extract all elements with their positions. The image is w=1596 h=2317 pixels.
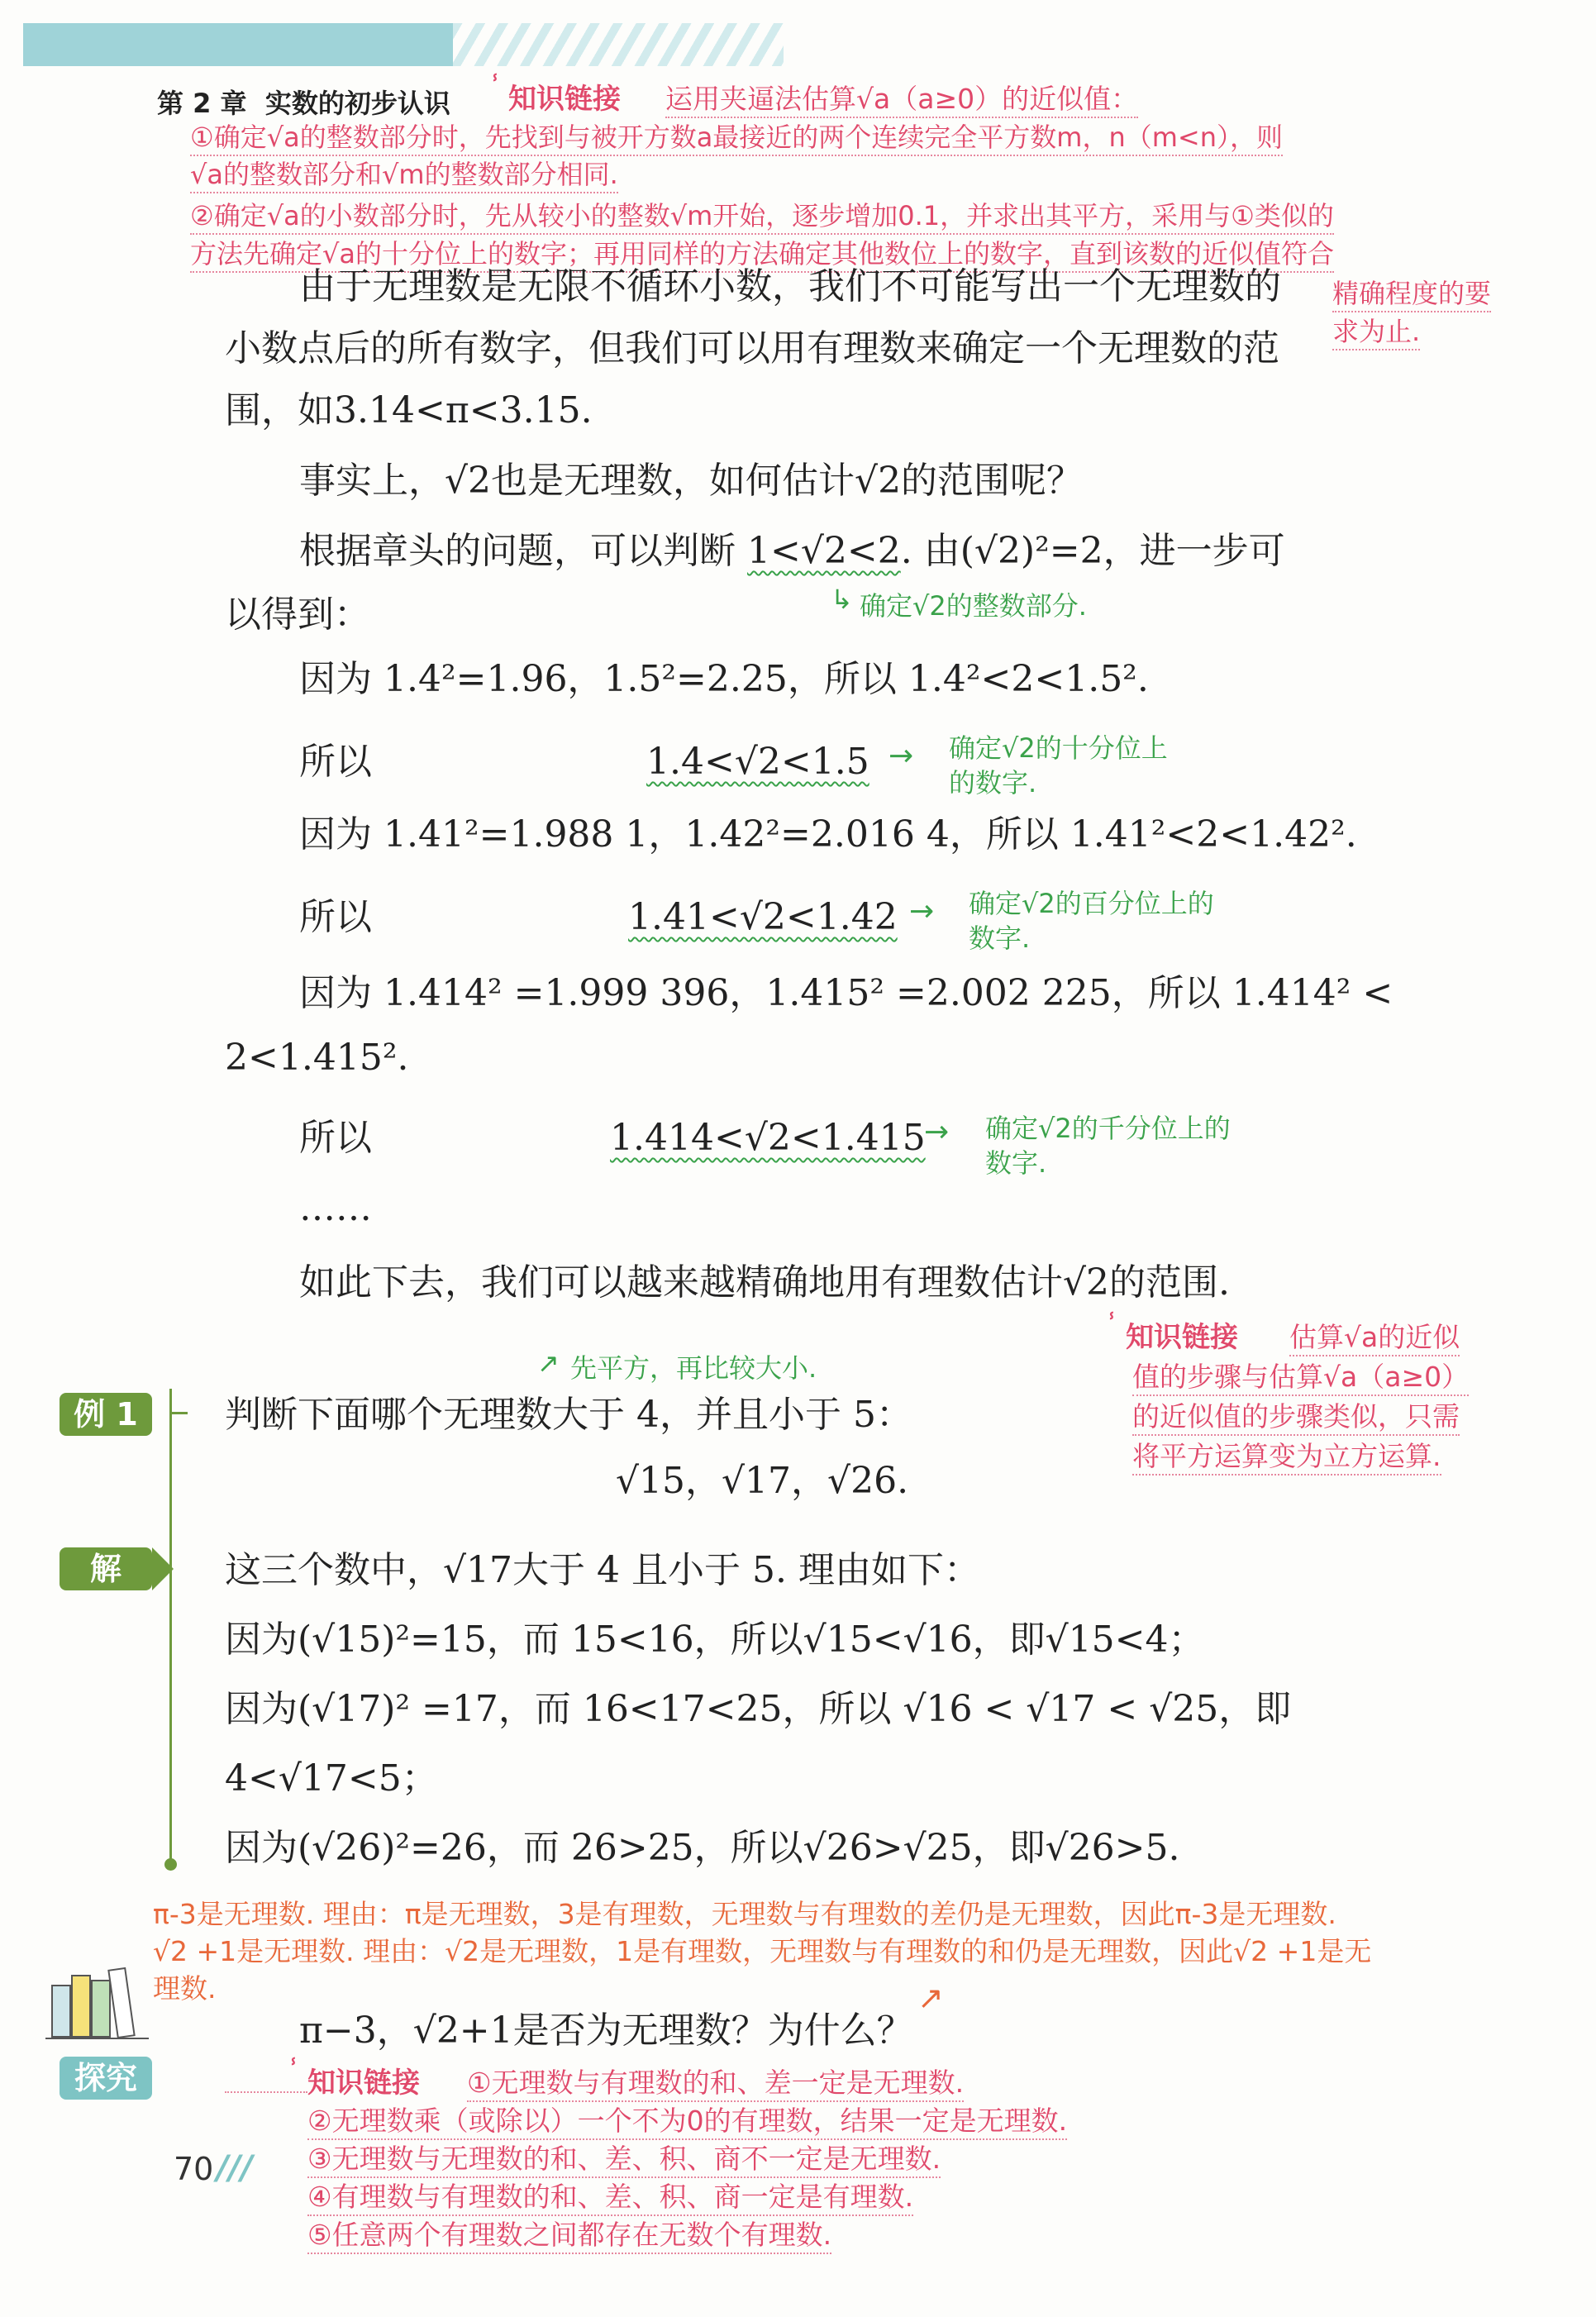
ellipsis: …… [299, 1187, 372, 1229]
final-paragraph: 如此下去，我们可以越来越精确地用有理数估计√2的范围. [299, 1261, 1231, 1304]
result-2: 1.41<√2<1.42 [628, 896, 898, 938]
paragraph-1-line-2: 小数点后的所有数字，但我们可以用有理数来确定一个无理数的范 [225, 327, 1279, 369]
explore-item-4: ④有理数与有理数的和、差、积、商一定是有理数. [307, 2176, 913, 2216]
explore-item-5: ⑤任意两个有理数之间都存在无数个有理数. [307, 2214, 831, 2254]
example-question: 判断下面哪个无理数大于 4，并且小于 5： [225, 1394, 912, 1436]
knowledge-link-line-1: ①确定√a的整数部分时，先找到与被开方数a最接近的两个连续完全平方数m，n（m<n），则 [190, 117, 1283, 156]
curved-arrow-icon: ↗ [917, 1980, 944, 2016]
paragraph-2: 事实上，√2也是无理数，如何估计√2的范围呢？ [299, 460, 1084, 502]
note-3-line-2: 数字. [985, 1147, 1047, 1179]
chapter-label [157, 83, 450, 121]
arrow-icon: → [909, 894, 935, 928]
arrow-icon: → [924, 1115, 950, 1149]
note-1-line-1: 确定√2的十分位上 [949, 732, 1168, 764]
knowledge-link-line-5: 精确程度的要 [1332, 273, 1491, 312]
side-note-line-3: 的近似值的步骤类似，只需 [1132, 1395, 1460, 1436]
result-1: 1.4<√2<1.5 [646, 741, 869, 783]
chapter-title: 实数的初步认识 [264, 88, 450, 119]
note-integer-part: 确定√2的整数部分. [860, 590, 1087, 622]
side-note-label: 知识链接 [1126, 1321, 1238, 1354]
example-options: √15，√17，√26. [616, 1460, 909, 1502]
explore-item-1: ①无理数与有理数的和、差一定是无理数. [467, 2062, 964, 2102]
result-3: 1.414<√2<1.415 [610, 1117, 926, 1159]
step-3-line-1: 因为 1.414² =1.999 396，1.415² =2.002 225，所以 1.414² < [299, 972, 1394, 1014]
paragraph-3-line-1 [299, 530, 1285, 572]
header-stripes [453, 23, 784, 66]
example-hint: 先平方，再比较大小. [570, 1352, 817, 1384]
side-note-line-2: 值的步骤与估算√a（a≥0） [1132, 1356, 1469, 1396]
so-label-3: 所以 [299, 1117, 372, 1159]
example-tag: 例 1 [60, 1393, 152, 1436]
note-2-line-2: 数字. [969, 923, 1031, 954]
paragraph-3-pre: 根据章头的问题，可以判断 [299, 530, 747, 572]
knowledge-link-line-4: 方法先确定√a的十分位上的数字；再用同样的方法确定其他数位上的数字，直到该数的近似值符合 [190, 233, 1334, 273]
explore-question: π−3，√2+1是否为无理数？为什么？ [299, 2009, 913, 2052]
solution-tag: 解 [60, 1547, 152, 1590]
explore-knowledge-label: 知识链接 [307, 2067, 420, 2100]
explore-item-3: ③无理数与无理数的和、差、积、商不一定是无理数. [307, 2138, 941, 2178]
answer-note-line-1: π-3是无理数. 理由：π是无理数，3是有理数，无理数与有理数的差仍是无理数，因此π-3是无理数. [153, 1898, 1336, 1930]
solution-line-5: 因为(√26)²=26，而 26>25，所以√26>√25，即√26>5. [225, 1827, 1180, 1869]
page-number: 70 [174, 2151, 214, 2187]
step-2: 因为 1.41²=1.988 1，1.42²=2.016 4，所以 1.41²<2<1.42². [299, 813, 1357, 856]
header-band [23, 23, 453, 66]
example-bracket-dot [164, 1858, 177, 1871]
link-hook-icon: ⸯ [489, 75, 501, 98]
solution-line-1: 这三个数中，√17大于 4 且小于 5. 理由如下： [225, 1549, 980, 1591]
answer-note-line-3: 理数. [153, 1972, 217, 2005]
side-note-line-1: 估算√a的近似 [1289, 1316, 1460, 1356]
paragraph-3-math: 1<√2<2 [747, 530, 901, 572]
knowledge-link-label: 知识链接 [508, 83, 621, 116]
link-hook-icon: ⸯ [288, 2059, 299, 2082]
paragraph-1-line-1: 由于无理数是无限不循环小数，我们不可能写出一个无理数的 [299, 265, 1281, 308]
solution-line-3: 因为(√17)² =17，而 16<17<25，所以 √16 < √17 < √25，即 [225, 1688, 1292, 1730]
books-illustration [45, 1961, 153, 2043]
solution-line-2: 因为(√15)²=15，而 15<16，所以√15<√16，即√15<4； [225, 1619, 1205, 1661]
side-note-line-4: 将平方运算变为立方运算. [1132, 1435, 1441, 1476]
arrow-icon: → [889, 739, 914, 773]
knowledge-link-line-3: ②确定√a的小数部分时，先从较小的整数√m开始，逐步增加0.1，并求出其平方，采用与①类似的 [190, 195, 1334, 235]
step-3-line-2: 2<1.415². [225, 1037, 409, 1079]
knowledge-link-line-6: 求为止. [1332, 311, 1420, 350]
note-3-line-1: 确定√2的千分位上的 [985, 1113, 1231, 1144]
example-bracket-tick [169, 1412, 188, 1414]
page-marks: /// [217, 2149, 253, 2187]
knowledge-link-text: 运用夹逼法估算√a（a≥0）的近似值： [665, 78, 1138, 118]
so-label-2: 所以 [299, 896, 372, 938]
example-bracket-line [169, 1389, 172, 1864]
knowledge-link-line-2: √a的整数部分和√m的整数部分相同. [190, 154, 618, 193]
solution-tag-arrow [152, 1547, 174, 1590]
curved-arrow-icon: ↗ [537, 1347, 560, 1379]
paragraph-1-line-3: 围，如3.14<π<3.15. [225, 389, 593, 431]
paragraph-3-post: . 由(√2)²=2，进一步可 [900, 530, 1285, 572]
explore-dotted-lead [225, 2091, 307, 2093]
step-1: 因为 1.4²=1.96，1.5²=2.25，所以 1.4²<2<1.5². [299, 658, 1149, 700]
arrow-icon: ↳ [831, 584, 853, 615]
answer-note-line-2: √2 +1是无理数. 理由：√2是无理数，1是有理数，无理数与有理数的和仍是无理数，因此√2 +1是无 [153, 1935, 1372, 1967]
paragraph-3-line-2: 以得到： [225, 594, 370, 636]
chapter-number: 第 2 章 [157, 88, 247, 119]
solution-line-4: 4<√17<5； [225, 1757, 438, 1800]
explore-item-2: ②无理数乘（或除以）一个不为0的有理数，结果一定是无理数. [307, 2100, 1067, 2140]
explore-tag: 探究 [60, 2057, 152, 2100]
link-hook-icon: ⸯ [1106, 1313, 1117, 1337]
so-label-1: 所以 [299, 741, 372, 783]
note-1-line-2: 的数字. [949, 767, 1037, 799]
note-2-line-1: 确定√2的百分位上的 [969, 888, 1214, 919]
